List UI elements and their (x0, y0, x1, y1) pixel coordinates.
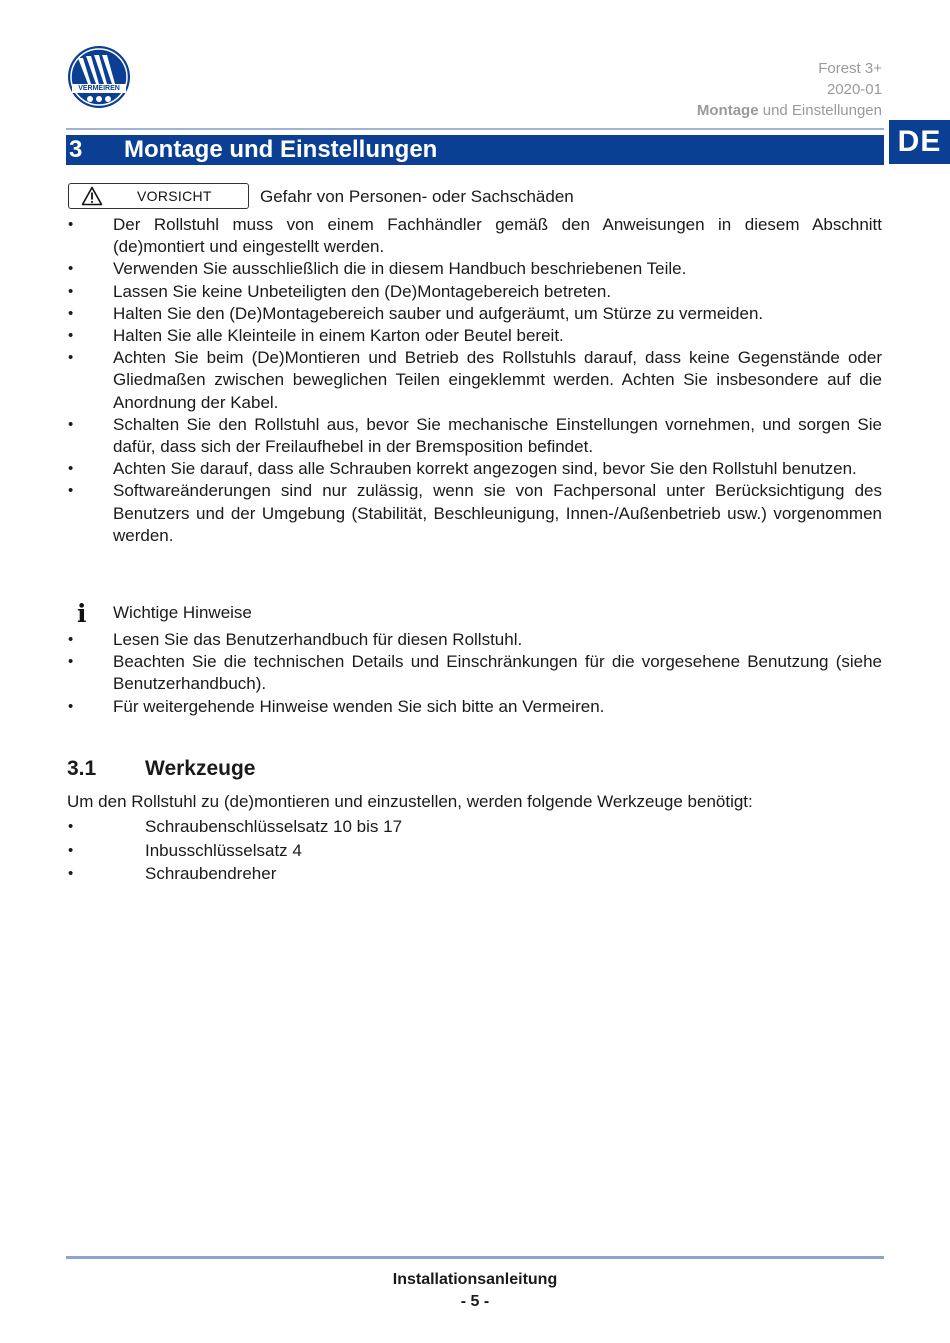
list-item: • Halten Sie alle Kleinteile in einem Karton oder Beutel bereit. (66, 325, 882, 347)
vermeiren-logo (66, 44, 132, 110)
info-icon: i (77, 599, 87, 628)
language-badge: DE (889, 120, 950, 164)
list-item: • Inbusschlüsselsatz 4 (66, 839, 882, 863)
list-item: • Achten Sie beim (De)Montieren und Betrieb des Rollstuhls darauf, dass keine Gegenstände oder Gliedmaßen zwischen beweglichen Teilen eingeklemmt werden. Achten Sie insbesondere auf die Anordnung der Kabel. (66, 347, 882, 414)
footer-divider (66, 1256, 884, 1259)
list-item: • Beachten Sie die technischen Details und Einschränkungen für die vorgesehene Benutzung (siehe Benutzerhandbuch). (66, 651, 882, 695)
chapter-number: 3 (69, 136, 83, 163)
caution-heading: Gefahr von Personen- oder Sachschäden (260, 187, 574, 206)
list-item: • Für weitergehende Hinweise wenden Sie sich bitte an Vermeiren. (66, 696, 882, 718)
info-heading: Wichtige Hinweise (113, 603, 252, 622)
section-title: Werkzeuge (145, 757, 256, 780)
list-item: • Schalten Sie den Rollstuhl aus, bevor Sie mechanische Einstellungen vornehmen, und sorgen Sie dafür, dass sich der Freilaufhebel in der Bremsposition befindet. (66, 414, 882, 458)
document-header-info (697, 58, 882, 121)
list-item: • Halten Sie den (De)Montagebereich sauber und aufgeräumt, um Stürze zu vermeiden. (66, 303, 882, 325)
list-item: • Lassen Sie keine Unbeteiligten den (De)Montagebereich betreten. (66, 281, 882, 303)
footer-title: Installationsanleitung (392, 1271, 558, 1288)
section-number: 3.1 (67, 757, 97, 780)
header-divider (66, 128, 884, 130)
caution-list (66, 214, 882, 547)
warning-triangle-icon (81, 186, 103, 206)
list-item: • Lesen Sie das Benutzerhandbuch für diesen Rollstuhl. (66, 629, 882, 651)
list-item: • Achten Sie darauf, dass alle Schrauben korrekt angezogen sind, bevor Sie den Rollstuhl benutzen. (66, 458, 882, 480)
header-section-title: Montage und Einstellungen (696, 102, 882, 119)
list-item: • Verwenden Sie ausschließlich die in diesem Handbuch beschriebenen Teile. (66, 258, 882, 280)
info-list (66, 629, 882, 718)
list-item: • Schraubendreher (66, 862, 882, 886)
product-name: Forest 3+ (818, 60, 882, 77)
document-version: 2020-01 (826, 81, 882, 98)
list-item: • Softwareänderungen sind nur zulässig, wenn sie von Fachpersonal unter Berücksichtigung des Benutzers und der Umgebung (Stabilität, Beschleunigung, Innen-/Außenbetrieb usw.) vorgenommen werden. (66, 480, 882, 547)
chapter-title: Montage und Einstellungen (124, 136, 438, 163)
caution-label-box (68, 183, 249, 209)
tools-list (66, 815, 882, 886)
list-item: • Schraubenschlüsselsatz 10 bis 17 (66, 815, 882, 839)
logo-text: VERMEIREN (78, 85, 120, 92)
chapter-heading (66, 135, 884, 165)
list-item: • Der Rollstuhl muss von einem Fachhändler gemäß den Anweisungen in diesem Abschnitt (de)montiert und eingestellt werden. (66, 214, 882, 258)
section-intro: Um den Rollstuhl zu (de)montieren und einzustellen, werden folgende Werkzeuge benötigt: (67, 792, 753, 811)
page-number: - 5 - (460, 1293, 490, 1310)
caution-label: VORSICHT (137, 188, 212, 204)
